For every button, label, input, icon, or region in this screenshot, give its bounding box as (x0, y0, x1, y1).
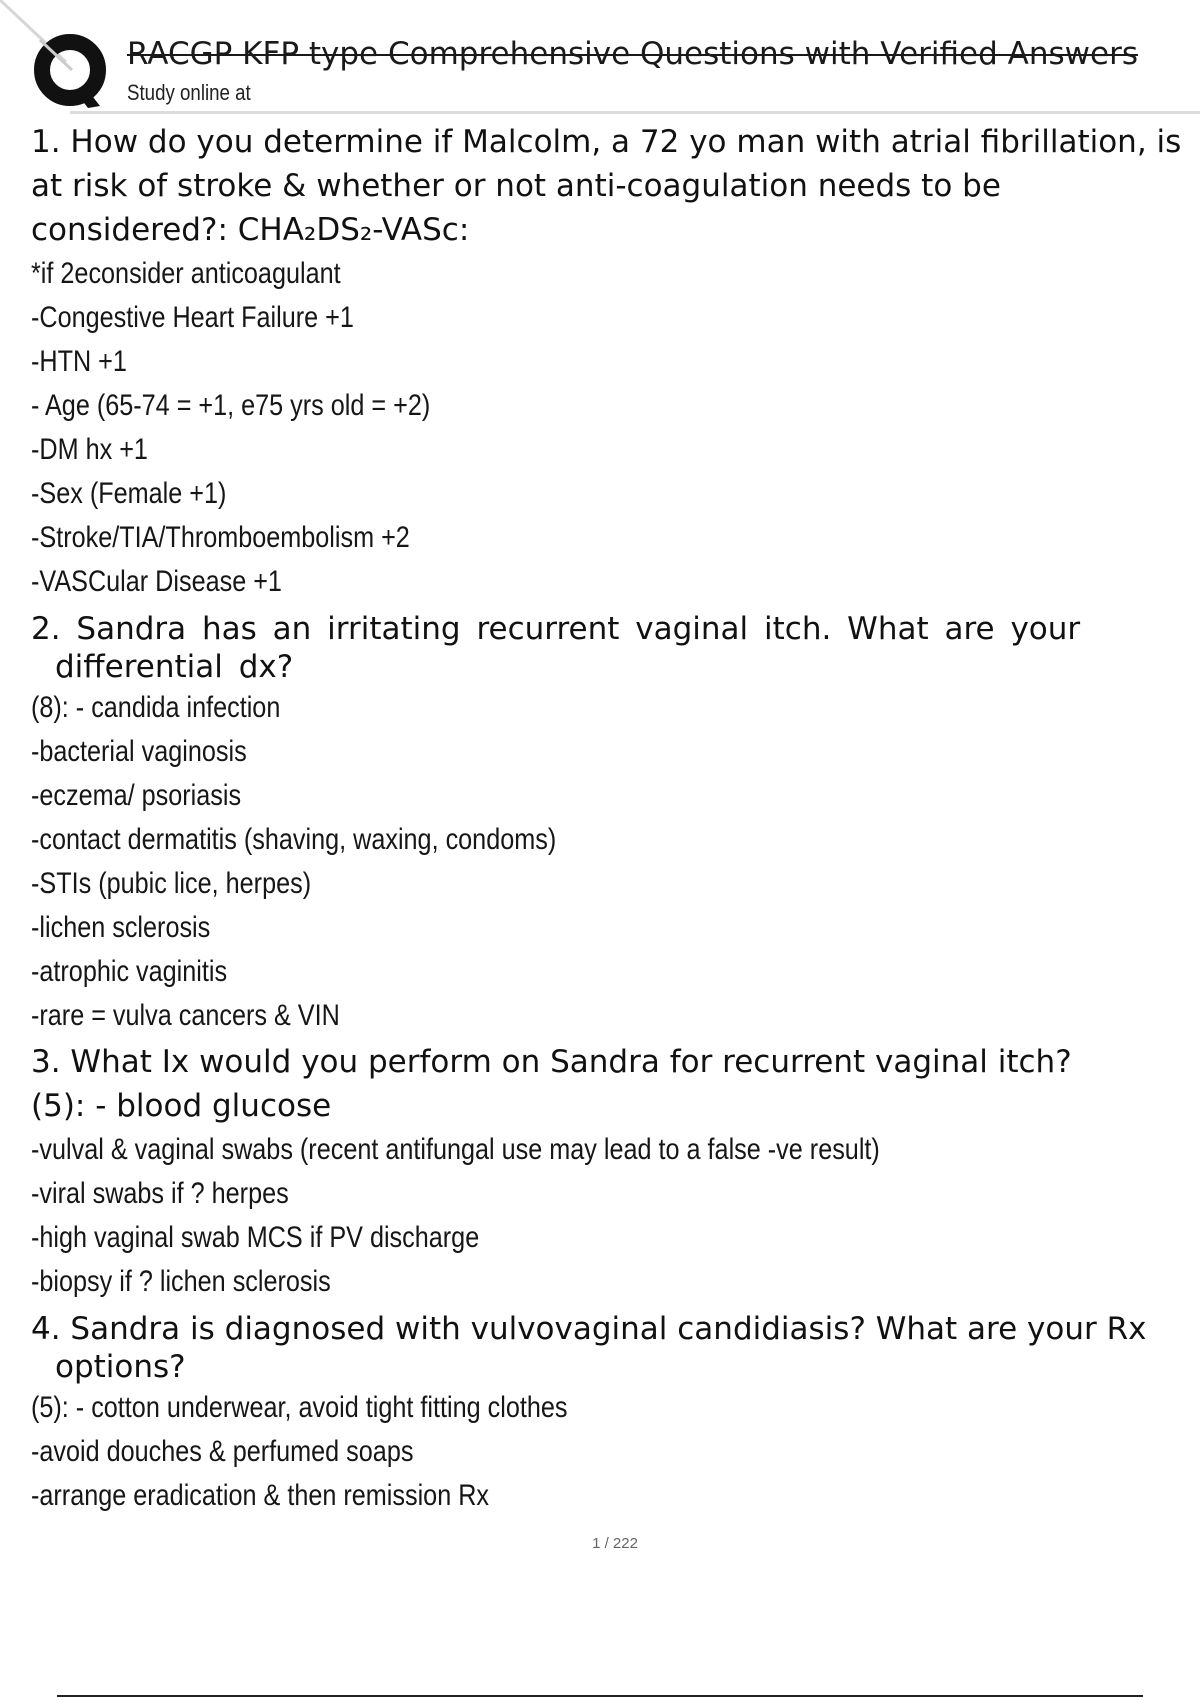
document-body (31, 118, 1191, 1518)
question-3-text: 3. What Ix would you perform on Sandra for recurrent vaginal itch? (31, 1044, 1072, 1080)
answer-list-1 (31, 252, 1191, 604)
answer-line: -HTN +1 (31, 345, 127, 378)
question-block-3 (31, 1038, 1191, 1304)
quizlet-logo-icon (0, 0, 110, 112)
answer-line: -VASCular Disease +1 (31, 565, 282, 598)
answer-list-3 (31, 1084, 1191, 1304)
study-online-text: Study online at (127, 80, 251, 105)
answer-line: -Sex (Female +1) (31, 477, 227, 510)
question-1-text: 1. How do you determine if Malcolm, a 72 yo man with atrial fibrillation, is at risk of stroke & whether or not anti-coagulation needs to be considered?: CHA₂DS₂-VASc: (31, 124, 1182, 248)
answer-line: *if 2econsider anticoagulant (31, 257, 341, 290)
answer-line: -arrange eradication & then remission Rx (31, 1479, 490, 1512)
answer-line: -high vaginal swab MCS if PV discharge (31, 1221, 480, 1254)
answer-line: (5): - blood glucose (31, 1088, 332, 1124)
answer-line: -lichen sclerosis (31, 911, 211, 944)
header-divider (70, 111, 1200, 114)
question-2-text: 2. Sandra has an irritating recurrent vaginal itch. What are your differential dx? (31, 611, 1081, 685)
answer-line: -bacterial vaginosis (31, 735, 247, 768)
footer-divider (57, 1695, 1143, 1697)
answer-line: -Congestive Heart Failure +1 (31, 301, 354, 334)
answer-line: -eczema/ psoriasis (31, 779, 242, 812)
answer-line: -viral swabs if ? herpes (31, 1177, 289, 1210)
answer-line: (8): - candida infection (31, 691, 281, 724)
answer-list-4 (31, 1386, 1191, 1518)
answer-line: -vulval & vaginal swabs (recent antifungal use may lead to a false -ve result) (31, 1133, 880, 1166)
question-4-text: 4. Sandra is diagnosed with vulvovaginal candidiasis? What are your Rx options? (31, 1311, 1147, 1385)
answer-line: -avoid douches & perfumed soaps (31, 1435, 414, 1468)
question-block-2 (31, 604, 1191, 1038)
answer-line: -Stroke/TIA/Thromboembolism +2 (31, 521, 410, 554)
page-header (0, 0, 1200, 118)
answer-line: - Age (65-74 = +1, e75 yrs old = +2) (31, 389, 431, 422)
answer-list-2 (31, 686, 1191, 1038)
answer-line: -STIs (pubic lice, herpes) (31, 867, 312, 900)
answer-line: -atrophic vaginitis (31, 955, 228, 988)
answer-line: -biopsy if ? lichen sclerosis (31, 1265, 331, 1298)
page-number: 1 / 222 (592, 1535, 638, 1552)
question-block-1 (31, 118, 1191, 604)
document-title: RACGP KFP type Comprehensive Questions with Verified Answers (127, 36, 1138, 72)
answer-line: (5): - cotton underwear, avoid tight fitting clothes (31, 1391, 568, 1424)
answer-line: -rare = vulva cancers & VIN (31, 999, 340, 1032)
answer-line: -contact dermatitis (shaving, waxing, condoms) (31, 823, 557, 856)
question-block-4 (31, 1304, 1191, 1518)
answer-line: -DM hx +1 (31, 433, 148, 466)
